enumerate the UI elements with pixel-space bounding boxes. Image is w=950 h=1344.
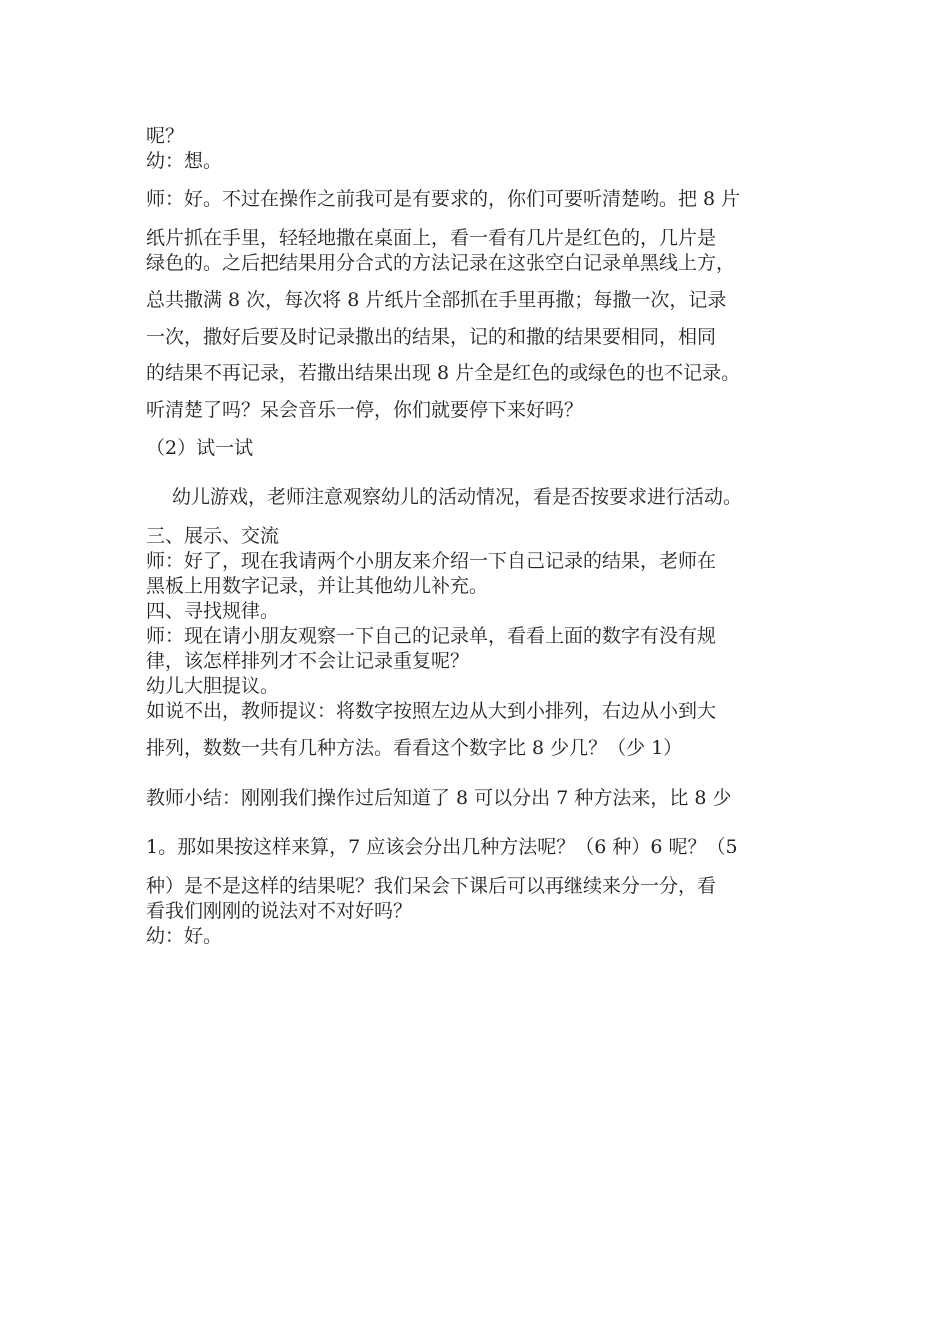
text-line: 种）是不是这样的结果呢？我们呆会下课后可以再继续来分一分，看 xyxy=(146,875,717,897)
text-line: 看我们刚刚的说法对不对好吗？ xyxy=(146,900,413,922)
text-line: 律，该怎样排列才不会让记录重复呢？ xyxy=(146,650,470,672)
text-line: 如说不出，教师提议：将数字按照左边从大到小排列，右边从小到大 xyxy=(146,700,717,722)
text-line: 纸片抓在手里，轻轻地撒在桌面上，看一看有几片是红色的，几片是 xyxy=(146,227,717,249)
text-line: 幼儿大胆提议。 xyxy=(146,675,280,697)
text-line: 的结果不再记录，若撒出结果出现 8 片全是红色的或绿色的也不记录。 xyxy=(146,362,741,384)
text-line: 1。那如果按这样来算，7 应该会分出几种方法呢？（6 种）6 呢？（5 xyxy=(146,836,738,858)
text-line: 师：好。不过在操作之前我可是有要求的，你们可要听清楚哟。把 8 片 xyxy=(146,188,741,210)
text-line: 听清楚了吗？呆会音乐一停，你们就要停下来好吗？ xyxy=(146,399,584,421)
text-line: 幼：好。 xyxy=(146,925,223,947)
text-line: 师：现在请小朋友观察一下自己的记录单，看看上面的数字有没有规 xyxy=(146,625,717,647)
section-heading: （2）试一试 xyxy=(146,437,254,459)
text-line: 黑板上用数字记录，并让其他幼儿补充。 xyxy=(146,575,489,597)
text-line: 绿色的。之后把结果用分合式的方法记录在这张空白记录单黑线上方， xyxy=(146,252,736,274)
text-line: 一次，撒好后要及时记录撒出的结果，记的和撒的结果要相同，相同 xyxy=(146,326,717,348)
text-line: 总共撒满 8 次，每次将 8 片纸片全部抓在手里再撒；每撒一次，记录 xyxy=(146,289,727,311)
text-line: 幼儿游戏，老师注意观察幼儿的活动情况，看是否按要求进行活动。 xyxy=(172,486,743,508)
text-line: 呢？ xyxy=(146,125,185,147)
text-line: 幼：想。 xyxy=(146,150,223,172)
text-line: 师：好了，现在我请两个小朋友来介绍一下自己记录的结果，老师在 xyxy=(146,550,717,572)
section-heading: 三、展示、交流 xyxy=(146,525,280,547)
text-line: 排列，数数一共有几种方法。看看这个数字比 8 少几？（少 1） xyxy=(146,737,683,759)
text-line: 教师小结：刚刚我们操作过后知道了 8 可以分出 7 种方法来，比 8 少 xyxy=(146,787,732,809)
section-heading: 四、寻找规律。 xyxy=(146,600,280,622)
